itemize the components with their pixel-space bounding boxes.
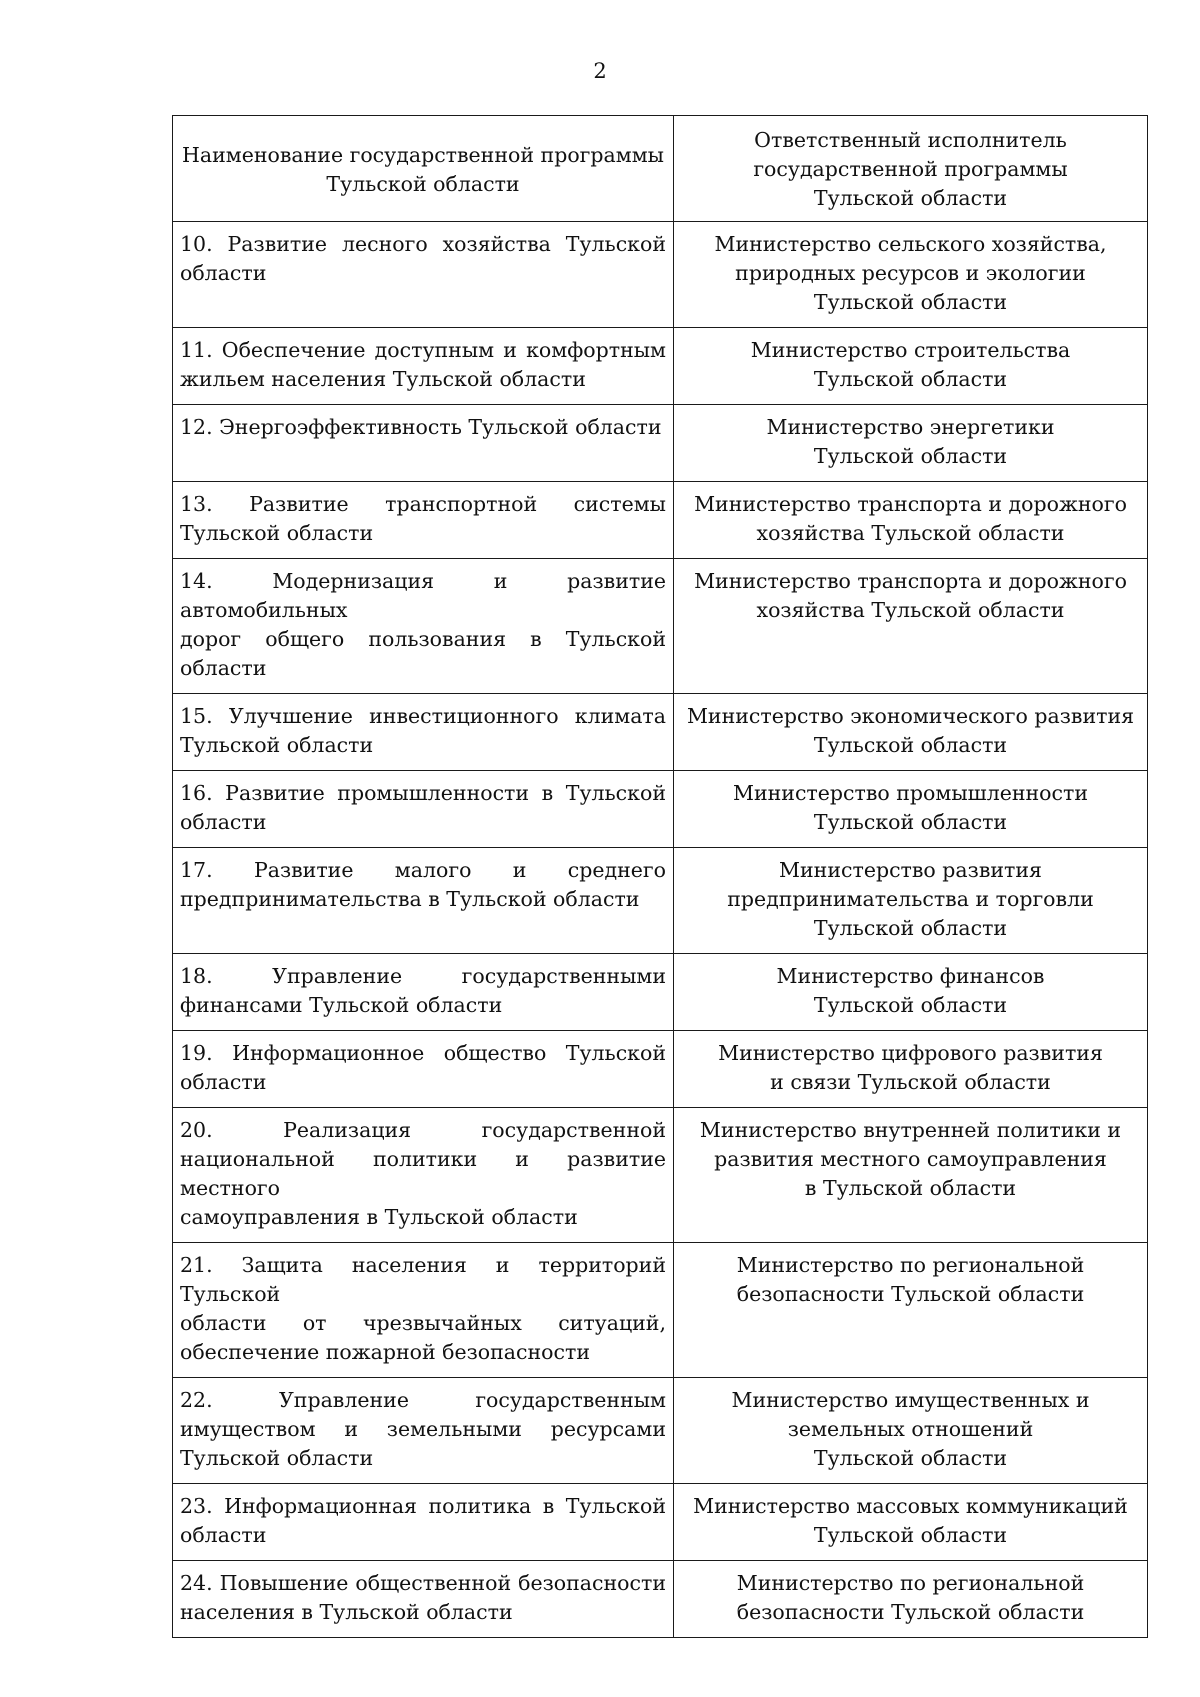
program-name-line: 23. Информационная политика в Тульской [180,1494,666,1518]
table-row [173,405,1148,482]
table-row [173,328,1148,405]
responsible-executor-cell [674,848,1148,954]
responsible-executor-cell [674,1561,1148,1638]
program-name-cell [173,405,674,482]
executor-line: Министерство сельского хозяйства, [714,232,1107,256]
responsible-executor-cell [674,1484,1148,1561]
table-row [173,1378,1148,1484]
table-row [173,559,1148,694]
executor-line: хозяйства Тульской области [756,521,1065,545]
program-name-line: Тульской области [180,521,374,545]
program-name-cell [173,1243,674,1378]
executor-line: Тульской области [813,810,1008,834]
program-name-line: имуществом и земельными ресурсами [180,1417,666,1441]
program-name-line: национальной политики и развитие местного [180,1147,666,1200]
programs-table [172,115,1148,1638]
program-name-line: 10. Развитие лесного хозяйства Тульской [180,232,666,256]
program-name-line: жильем населения Тульской области [180,367,586,391]
responsible-executor-cell [674,1378,1148,1484]
responsible-executor-cell [674,482,1148,559]
executor-line: Министерство цифрового развития [718,1041,1103,1065]
executor-line: безопасности Тульской области [736,1282,1085,1306]
executor-line: Тульской области [813,733,1008,757]
responsible-executor-cell [674,954,1148,1031]
executor-line: Министерство развития [779,858,1042,882]
responsible-executor-cell [674,559,1148,694]
table-row [173,1484,1148,1561]
executor-line: Тульской области [813,290,1008,314]
table-row [173,954,1148,1031]
program-name-line: 11. Обеспечение доступным и комфортным [180,338,666,362]
program-name-cell [173,559,674,694]
executor-line: Министерство строительства [750,338,1071,362]
program-name-line: 19. Информационное общество Тульской [180,1041,666,1065]
table-row [173,694,1148,771]
program-name-cell [173,328,674,405]
header-executor-line: Тульской области [813,186,1008,210]
program-name-line: 16. Развитие промышленности в Тульской [180,781,666,805]
program-name-line: дорог общего пользования в Тульской [180,627,666,651]
program-name-cell [173,1484,674,1561]
executor-line: Тульской области [813,916,1008,940]
header-responsible-executor [674,116,1148,222]
program-name-line: предпринимательства в Тульской области [180,887,640,911]
executor-line: предпринимательства и торговли [727,887,1094,911]
executor-line: Министерство энергетики [766,415,1055,439]
responsible-executor-cell [674,1243,1148,1378]
table-header-row [173,116,1148,222]
executor-line: Министерство промышленности [732,781,1089,805]
responsible-executor-cell [674,222,1148,328]
program-name-cell [173,222,674,328]
program-name-line: 12. Энергоэффективность Тульской области [180,415,662,439]
executor-line: безопасности Тульской области [736,1600,1085,1624]
executor-line: земельных отношений [787,1417,1034,1441]
table-row [173,1108,1148,1243]
program-name-line: 21. Защита населения и территорий Тульской [180,1253,666,1306]
program-name-line: 14. Модернизация и развитие автомобильных [180,569,666,622]
program-name-line: Тульской области [180,733,374,757]
program-name-cell [173,1561,674,1638]
program-name-line: области [180,261,267,285]
header-executor-line: Ответственный исполнитель [754,128,1067,152]
program-name-cell [173,771,674,848]
program-name-line: Тульской области [180,1446,374,1470]
table-row [173,222,1148,328]
program-name-line: области [180,656,267,680]
program-name-cell [173,694,674,771]
responsible-executor-cell [674,405,1148,482]
responsible-executor-cell [674,1031,1148,1108]
executor-line: хозяйства Тульской области [756,598,1065,622]
executor-line: Тульской области [813,1523,1008,1547]
program-name-cell [173,1031,674,1108]
program-name-line: 22. Управление государственным [180,1388,666,1412]
executor-line: Министерство по региональной [736,1571,1085,1595]
executor-line: Тульской области [813,367,1008,391]
table-row [173,482,1148,559]
header-executor-line: государственной программы [753,157,1068,181]
program-name-cell [173,848,674,954]
table-row [173,848,1148,954]
program-name-line: 18. Управление государственными [180,964,666,988]
executor-line: в Тульской области [804,1176,1017,1200]
executor-line: Тульской области [813,993,1008,1017]
program-name-line: области [180,1523,267,1547]
header-program-name: Наименование государственной программы Тульской области [173,116,674,222]
program-name-line: населения в Тульской области [180,1600,513,1624]
program-name-line: 20. Реализация государственной [180,1118,666,1142]
program-name-line: 13. Развитие транспортной системы [180,492,666,516]
executor-line: Министерство по региональной [736,1253,1085,1277]
responsible-executor-cell [674,771,1148,848]
responsible-executor-cell [674,694,1148,771]
program-name-line: области [180,810,267,834]
executor-line: Министерство транспорта и дорожного [694,492,1127,516]
program-name-cell [173,954,674,1031]
program-name-cell [173,482,674,559]
program-name-line: области [180,1070,267,1094]
executor-line: Министерство имущественных и [731,1388,1090,1412]
table-row [173,1243,1148,1378]
executor-line: природных ресурсов и экологии [735,261,1086,285]
program-name-line: 17. Развитие малого и среднего [180,858,666,882]
table-row [173,1561,1148,1638]
executor-line: Тульской области [813,444,1008,468]
executor-line: Министерство массовых коммуникаций [693,1494,1128,1518]
executor-line: и связи Тульской области [770,1070,1051,1094]
executor-line: Министерство финансов [776,964,1045,988]
executor-line: Министерство внутренней политики и [699,1118,1122,1142]
executor-line: Министерство транспорта и дорожного [694,569,1127,593]
program-name-cell [173,1378,674,1484]
program-name-line: обеспечение пожарной безопасности [180,1340,590,1364]
program-name-cell [173,1108,674,1243]
program-name-line: 24. Повышение общественной безопасности [180,1571,666,1595]
page-number: 2 [593,59,607,83]
executor-line: Министерство экономического развития [686,704,1135,728]
program-name-line: области от чрезвычайных ситуаций, [180,1311,666,1335]
program-name-line: самоуправления в Тульской области [180,1205,578,1229]
responsible-executor-cell [674,328,1148,405]
responsible-executor-cell [674,1108,1148,1243]
table-row [173,1031,1148,1108]
table-row [173,771,1148,848]
program-name-line: 15. Улучшение инвестиционного климата [180,704,666,728]
executor-line: развития местного самоуправления [714,1147,1107,1171]
program-name-line: финансами Тульской области [180,993,503,1017]
executor-line: Тульской области [813,1446,1008,1470]
